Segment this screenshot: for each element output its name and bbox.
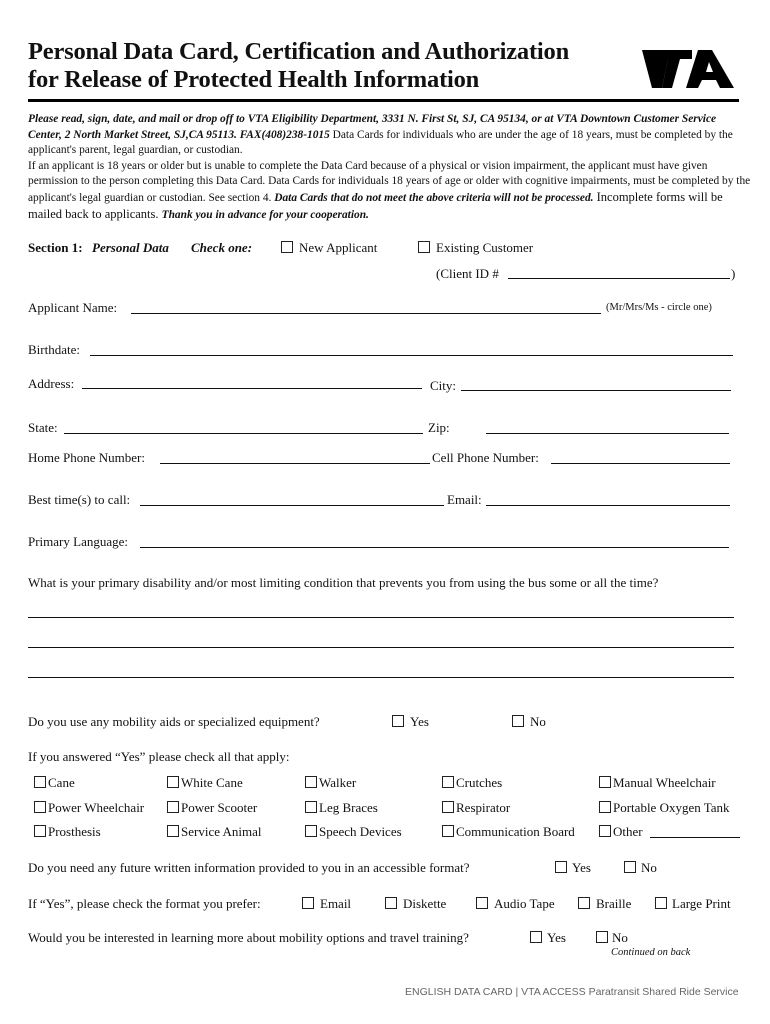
primary-language-field[interactable]	[140, 547, 729, 548]
email-field[interactable]	[486, 505, 730, 506]
check-one-label: Check one:	[191, 240, 253, 255]
aid-power-wheelchair-label: Power Wheelchair	[48, 800, 145, 815]
new-applicant-checkbox[interactable]	[281, 241, 293, 253]
aid-cane-checkbox[interactable]	[34, 776, 46, 788]
training-no-label: No	[612, 930, 628, 945]
format-audio-tape-label: Audio Tape	[494, 896, 555, 911]
aid-leg-braces-checkbox[interactable]	[305, 801, 317, 813]
aid-walker-checkbox[interactable]	[305, 776, 317, 788]
mobility-yes-checkbox[interactable]	[392, 715, 404, 727]
state-field[interactable]	[64, 433, 423, 434]
instructions-paragraph	[28, 112, 752, 223]
city-field[interactable]	[461, 390, 731, 391]
aid-service-animal-checkbox[interactable]	[167, 825, 179, 837]
aid-speech-devices-checkbox[interactable]	[305, 825, 317, 837]
aid-cane-label: Cane	[48, 775, 75, 790]
title-rule	[28, 99, 739, 102]
training-yes-checkbox[interactable]	[530, 931, 542, 943]
aid-portable-oxygen-checkbox[interactable]	[599, 801, 611, 813]
aid-power-wheelchair-checkbox[interactable]	[34, 801, 46, 813]
best-time-label: Best time(s) to call:	[28, 492, 131, 507]
state-label: State:	[28, 420, 58, 435]
instructions-thanks: Thank you in advance for your cooperation.	[161, 208, 369, 221]
form-title-line1: Personal Data Card, Certification and Authorization	[28, 38, 570, 65]
applicant-name-field[interactable]	[131, 313, 601, 314]
aid-manual-wheelchair-label: Manual Wheelchair	[613, 775, 716, 790]
address-field[interactable]	[82, 388, 422, 389]
email-label: Email:	[447, 492, 482, 507]
disability-answer-line-3[interactable]	[28, 677, 734, 678]
form-title	[28, 38, 569, 94]
client-id-label: (Client ID #	[436, 266, 499, 281]
address-label: Address:	[28, 376, 75, 391]
accessible-no-label: No	[641, 860, 657, 875]
travel-training-question: Would you be interested in learning more about mobility options and travel training?	[28, 930, 469, 945]
zip-label: Zip:	[428, 420, 450, 435]
disability-question: What is your primary disability and/or most limiting condition that prevents you from using the bus some or all the time?	[28, 575, 659, 590]
continued-on-back: Continued on back	[611, 947, 691, 958]
aid-communication-board-checkbox[interactable]	[442, 825, 454, 837]
aid-communication-board-label: Communication Board	[456, 824, 575, 839]
zip-field[interactable]	[486, 433, 729, 434]
aid-white-cane-checkbox[interactable]	[167, 776, 179, 788]
accessible-yes-checkbox[interactable]	[555, 861, 567, 873]
disability-answer-line-2[interactable]	[28, 647, 734, 648]
mobility-no-checkbox[interactable]	[512, 715, 524, 727]
aid-portable-oxygen-label: Portable Oxygen Tank	[613, 800, 730, 815]
client-id-field[interactable]	[508, 278, 730, 279]
aid-other-field[interactable]	[650, 837, 740, 838]
aid-other-label: Other	[613, 824, 643, 839]
best-time-field[interactable]	[140, 505, 444, 506]
instructions-permission: If an applicant is 18 years or older but is unable to complete the Data Card because of a physical or vision impairment, the applicant must have given permission to the person completing this Data Card. Data Cards for individuals 18 years of age or older with cognitive impairments, must be completed by the applicant's legal guardian or custodian. See section 4.	[28, 159, 751, 204]
aid-crutches-label: Crutches	[456, 775, 503, 790]
instructions-under18: Data Cards for individuals who are under the age of 18 years, must be completed by the applicant's parent, legal guardian, or custodian.	[28, 128, 733, 157]
vta-logo	[640, 46, 736, 92]
new-applicant-label: New Applicant	[299, 240, 378, 255]
training-no-checkbox[interactable]	[596, 931, 608, 943]
existing-customer-label: Existing Customer	[436, 240, 534, 255]
instructions-incomplete: Incomplete forms will be mailed back to applicants.	[28, 189, 723, 221]
applicant-name-label: Applicant Name:	[28, 300, 118, 315]
client-id-close: )	[731, 266, 736, 281]
mobility-question: Do you use any mobility aids or specialized equipment?	[28, 714, 320, 729]
aid-walker-label: Walker	[319, 775, 357, 790]
aid-power-scooter-checkbox[interactable]	[167, 801, 179, 813]
format-large-print-checkbox[interactable]	[655, 897, 667, 909]
format-email-checkbox[interactable]	[302, 897, 314, 909]
home-phone-label: Home Phone Number:	[28, 450, 145, 465]
aid-service-animal-label: Service Animal	[181, 824, 262, 839]
format-email-label: Email	[320, 896, 352, 911]
format-braille-label: Braille	[596, 896, 632, 911]
aid-other-checkbox[interactable]	[599, 825, 611, 837]
format-audio-tape-checkbox[interactable]	[476, 897, 488, 909]
aid-manual-wheelchair-checkbox[interactable]	[599, 776, 611, 788]
primary-language-label: Primary Language:	[28, 534, 128, 549]
format-question: If “Yes”, please check the format you prefer:	[28, 896, 261, 911]
accessible-no-checkbox[interactable]	[624, 861, 636, 873]
cell-phone-field[interactable]	[551, 463, 730, 464]
aid-prosthesis-label: Prosthesis	[48, 824, 101, 839]
format-large-print-label: Large Print	[672, 896, 731, 911]
aid-respirator-label: Respirator	[456, 800, 511, 815]
format-diskette-checkbox[interactable]	[385, 897, 397, 909]
aid-speech-devices-label: Speech Devices	[319, 824, 402, 839]
training-yes-label: Yes	[547, 930, 566, 945]
accessible-format-question: Do you need any future written information provided to you in an accessible format?	[28, 860, 470, 875]
aid-respirator-checkbox[interactable]	[442, 801, 454, 813]
mobility-yes-label: Yes	[410, 714, 429, 729]
birthdate-field[interactable]	[90, 355, 733, 356]
mobility-no-label: No	[530, 714, 546, 729]
existing-customer-checkbox[interactable]	[418, 241, 430, 253]
accessible-yes-label: Yes	[572, 860, 591, 875]
section1-title: Personal Data	[92, 240, 169, 255]
form-title-line2: for Release of Protected Health Information	[28, 66, 480, 93]
cell-phone-label: Cell Phone Number:	[432, 450, 539, 465]
instructions-criteria: Data Cards that do not meet the above criteria will not be processed.	[274, 191, 594, 204]
instructions-mailing: Please read, sign, date, and mail or drop off to VTA Eligibility Department, 3331 N. First St, SJ, CA 95134, or at VTA Downtown Customer Service Center, 2 North Market Street, SJ,CA 95113. FAX(408)238-1015	[28, 113, 717, 141]
if-yes-instruction: If you answered “Yes” please check all that apply:	[28, 749, 290, 764]
aid-white-cane-label: White Cane	[181, 775, 243, 790]
page-footer: ENGLISH DATA CARD | VTA ACCESS Paratransit Shared Ride Service	[405, 986, 739, 998]
aid-power-scooter-label: Power Scooter	[181, 800, 258, 815]
format-braille-checkbox[interactable]	[578, 897, 590, 909]
format-diskette-label: Diskette	[403, 896, 447, 911]
disability-answer-line-1[interactable]	[28, 617, 734, 618]
birthdate-label: Birthdate:	[28, 342, 80, 357]
aid-leg-braces-label: Leg Braces	[319, 800, 378, 815]
city-label: City:	[430, 378, 457, 393]
section1-label: Section 1:	[28, 240, 83, 255]
aid-prosthesis-checkbox[interactable]	[34, 825, 46, 837]
aid-crutches-checkbox[interactable]	[442, 776, 454, 788]
title-circle-one: (Mr/Mrs/Ms - circle one)	[606, 302, 712, 313]
home-phone-field[interactable]	[160, 463, 430, 464]
